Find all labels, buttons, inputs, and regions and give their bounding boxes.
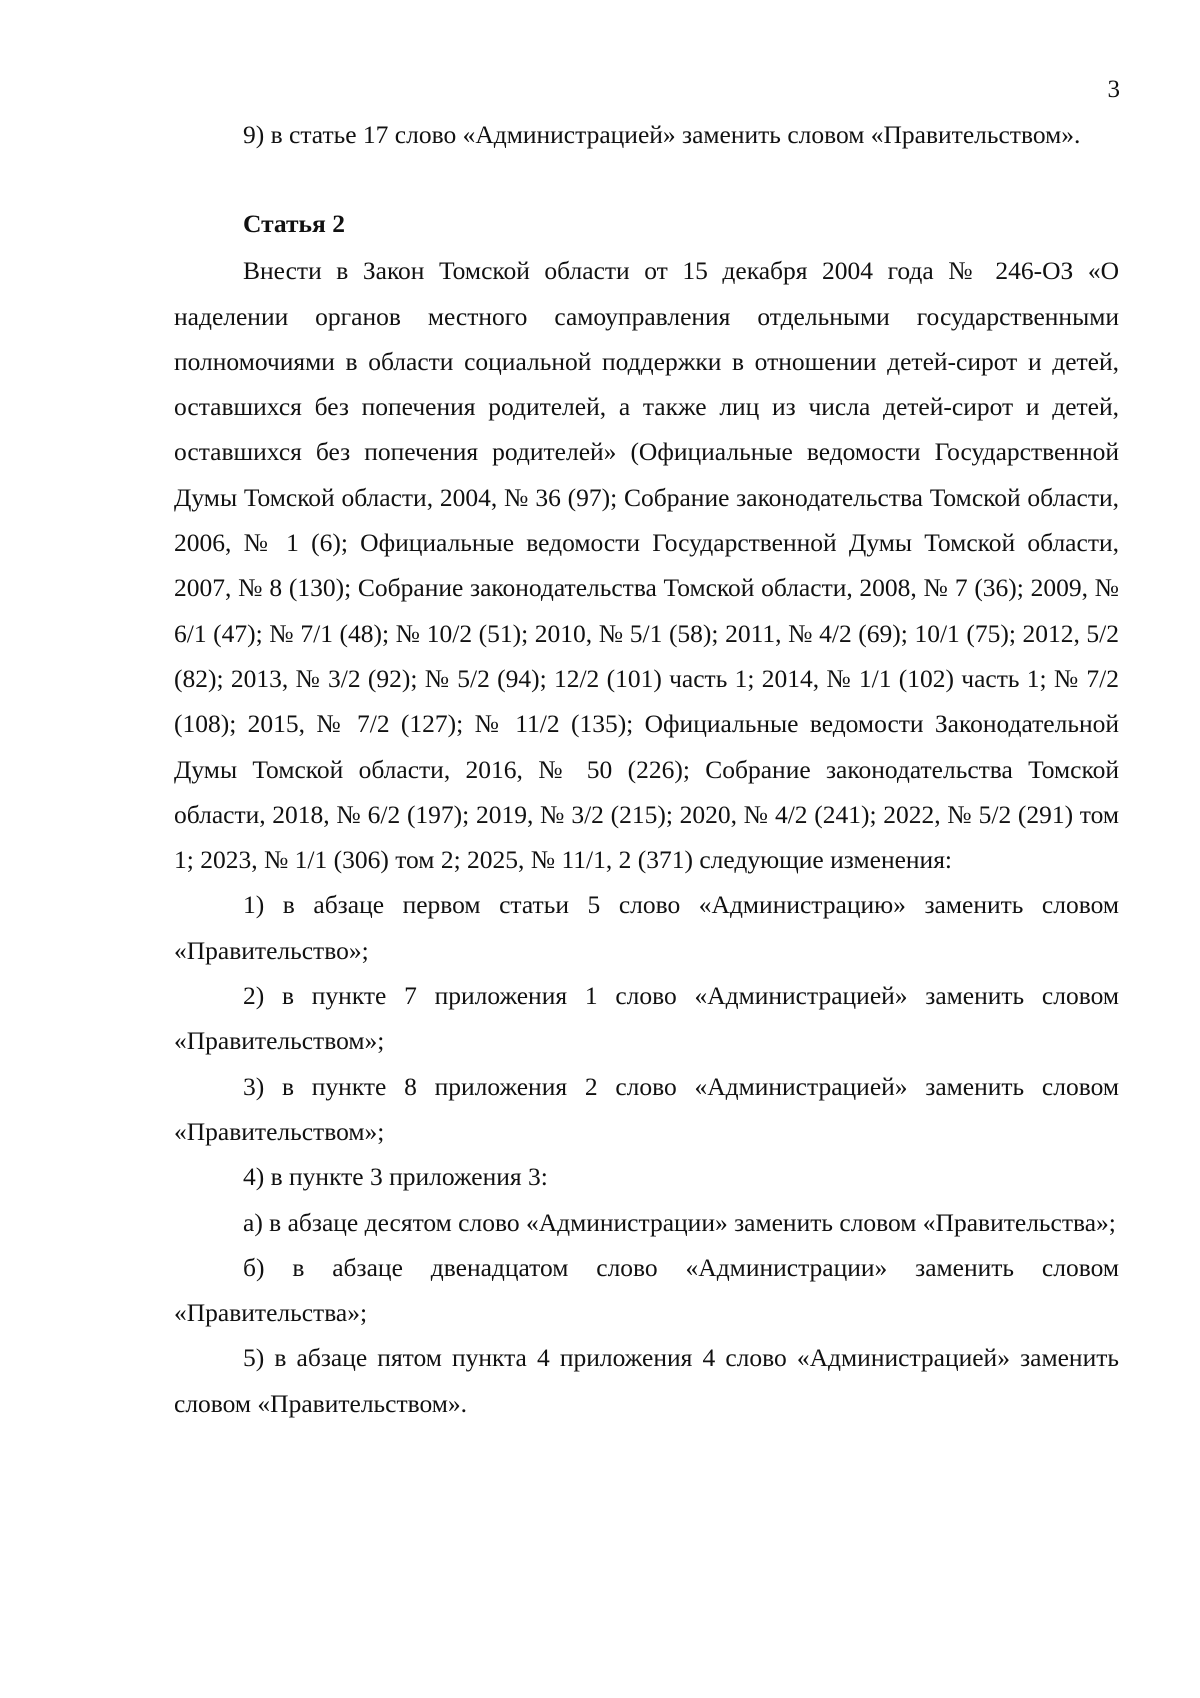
paragraph-item-4a: а) в абзаце десятом слово «Администрации» заменить словом «Правительства»; bbox=[243, 1207, 1116, 1237]
page-number: 3 bbox=[1107, 76, 1120, 103]
paragraph-item-3: 3) в пункте 8 приложения 2 слово «Администрацией» заменить словом «Правительством»; bbox=[174, 1071, 1119, 1146]
paragraph-item-2: 2) в пункте 7 приложения 1 слово «Администрацией» заменить словом «Правительством»; bbox=[174, 981, 1119, 1056]
paragraph-item-5: 5) в абзаце пятом пункта 4 приложения 4 слово «Администрацией» заменить словом «Правительством». bbox=[174, 1343, 1119, 1418]
paragraph-item-4: 4) в пункте 3 приложения 3: bbox=[243, 1162, 548, 1192]
paragraph-item-1: 1) в абзаце первом статьи 5 слово «Администрацию» заменить словом «Правительство»; bbox=[174, 890, 1119, 965]
document-body bbox=[174, 112, 1119, 1426]
article-heading: Статья 2 bbox=[243, 209, 345, 239]
paragraph-amendment-intro: Внести в Закон Томской области от 15 декабря 2004 года № 246-ОЗ «О наделении органов местного самоуправления отдельными государственными полномочиями в области социальной поддержки в отношении детей-сирот и детей, оставшихся без попечения родителей, а также лиц из числа детей-сирот и детей, оставшихся без попечения родителей» (Официальные ведомости Государственной Думы Томской области, 2004, № 36 (97); Собрание законодательства Томской области, 2006, № 1 (6); Официальные ведомости Государственной Думы Томской области, 2007, № 8 (130); Собрание законодательства Томской области, 2008, № 7 (36); 2009, № 6/1 (47); № 7/1 (48); № 10/2 (51); 2010, № 5/1 (58); 2011, № 4/2 (69); 10/1 (75); 2012, 5/2 (82); 2013, № 3/2 (92); № 5/2 (94); 12/2 (101) часть 1; 2014, № 1/1 (102) часть 1; № 7/2 (108); 2015, № 7/2 (127); № 11/2 (135); Официальные ведомости Законодательной Думы Томской области, 2016, № 50 (226); Собрание законодательства Томской области, 2018, № 6/2 (197); 2019, № 3/2 (215); 2020, № 4/2 (241); 2022, № 5/2 (291) том 1; 2023, № 1/1 (306) том 2; 2025, № 11/1, 2 (371) следующие изменения: bbox=[174, 256, 1119, 875]
paragraph-item-4b: б) в абзаце двенадцатом слово «Администрации» заменить словом «Правительства»; bbox=[174, 1252, 1119, 1328]
paragraph-item-9: 9) в статье 17 слово «Администрацией» заменить словом «Правительством». bbox=[243, 120, 1081, 149]
